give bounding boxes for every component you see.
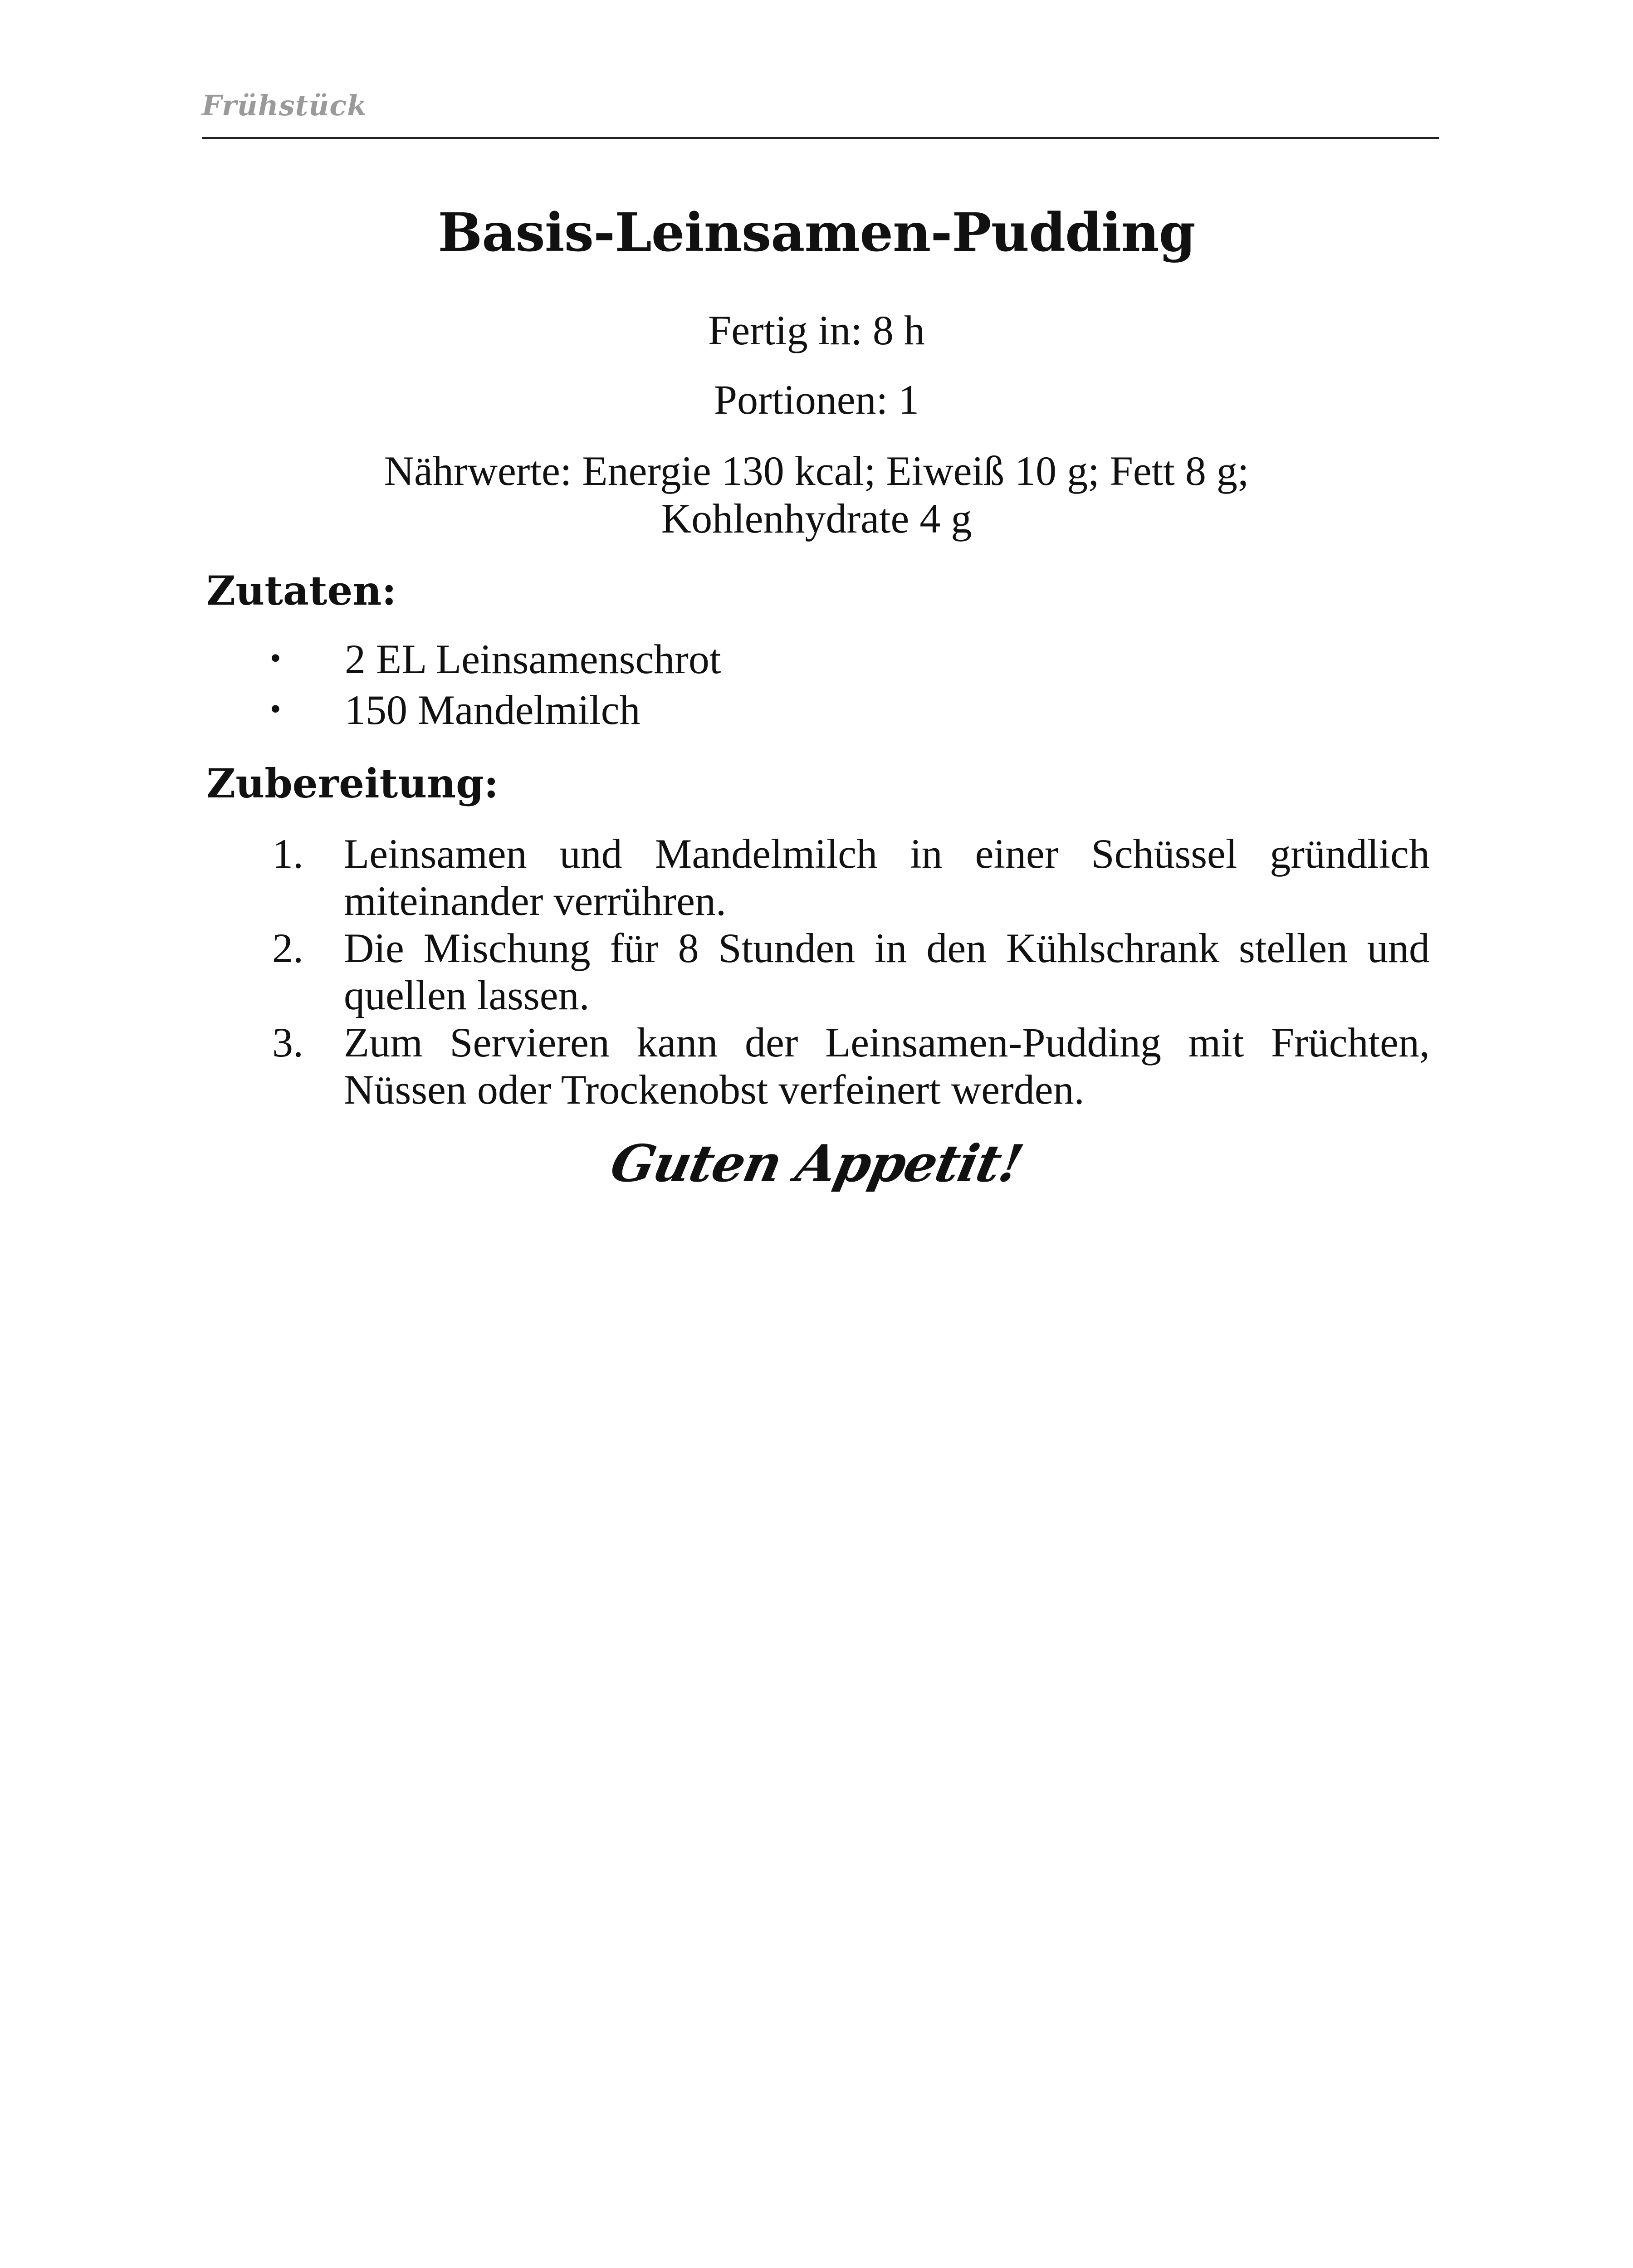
ingredient-item xyxy=(270,686,640,734)
nutrition-line-2: Kohlenhydrate 4 g xyxy=(661,495,972,542)
step-text: Die Mischung für 8 Stunden in den Kühlschrank stellen und quellen lassen. xyxy=(344,925,1430,1018)
step-number: 3. xyxy=(272,1019,303,1066)
servings: Portionen: 1 xyxy=(714,376,919,423)
ingredient-text: 2 EL Leinsamenschrot xyxy=(345,636,721,682)
bullet-icon: • xyxy=(270,641,281,676)
header-divider xyxy=(202,137,1439,139)
step-number: 2. xyxy=(272,925,303,971)
ingredient-item xyxy=(270,635,721,683)
step-text: Zum Servieren kann der Leinsamen-Pudding mit Früchten, Nüssen oder Trockenobst verfeinert werden. xyxy=(344,1019,1430,1113)
step-text: Leinsamen und Mandelmilch in einer Schüssel gründlich miteinander verrühren. xyxy=(344,831,1430,924)
prep-time: Fertig in: 8 h xyxy=(708,307,925,353)
recipe-title: Basis-Leinsamen-Pudding xyxy=(438,202,1195,264)
nutrition-line-1: Nährwerte: Energie 130 kcal; Eiweiß 10 g; Fett 8 g; xyxy=(384,448,1249,494)
step-number: 1. xyxy=(272,831,303,877)
bullet-icon: • xyxy=(270,692,281,727)
ingredients-heading: Zutaten: xyxy=(206,567,396,614)
sign-off: Guten Appetit! xyxy=(605,1134,1028,1193)
ingredient-text: 150 Mandelmilch xyxy=(345,687,640,733)
running-header: Frühstück xyxy=(202,89,367,122)
preparation-heading: Zubereitung: xyxy=(206,760,499,807)
